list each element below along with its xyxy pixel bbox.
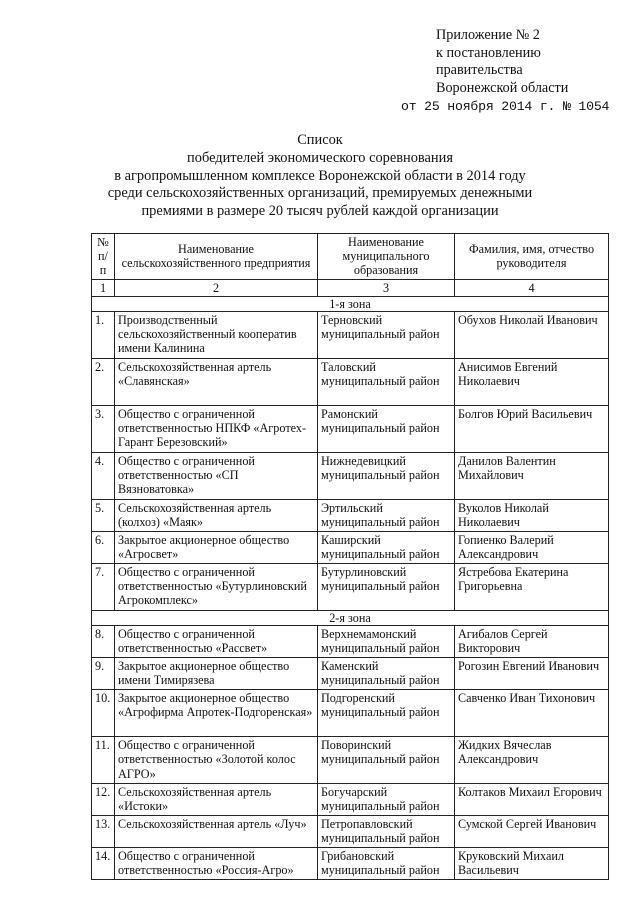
municipality-name: Нижнедевицкий муниципальный район (318, 453, 455, 500)
appendix-line: Воронежской области (436, 79, 569, 96)
director-name: Агибалов Сергей Викторович (455, 626, 609, 658)
municipality-name: Каширский муниципальный район (318, 532, 455, 564)
winners-table (91, 233, 609, 880)
table-row (92, 626, 609, 658)
organization-name: Сельскохозяйственная артель (колхоз) «Маяк» (115, 500, 318, 532)
table-body (92, 296, 609, 879)
header-director: Фамилия, имя, отчество руководителя (455, 234, 609, 280)
municipality-name: Подгоренский муниципальный район (318, 690, 455, 737)
row-number: 10. (92, 690, 115, 737)
director-name: Обухов Николай Иванович (455, 312, 609, 359)
organization-name: Сельскохозяйственная артель «Луч» (115, 816, 318, 848)
row-number: 9. (92, 658, 115, 690)
table-row (92, 500, 609, 532)
organization-name: Закрытое акционерное общество имени Тимирязева (115, 658, 318, 690)
organization-name: Общество с ограниченной ответственностью «СП Вязноватовка» (115, 453, 318, 500)
organization-name: Закрытое акционерное общество «Агрофирма Апротек-Подгоренская» (115, 690, 318, 737)
organization-name: Общество с ограниченной ответственностью НПКФ «Агротех-Гарант Березовский» (115, 406, 318, 453)
appendix-line: к постановлению (436, 44, 541, 61)
header-organization: Наименование сельскохозяйственного предприятия (115, 234, 318, 280)
column-index: 2 (115, 279, 318, 296)
row-number: 4. (92, 453, 115, 500)
organization-name: Общество с ограниченной ответственностью «Бутурлиновский Агрокомплекс» (115, 564, 318, 611)
director-name: Колтаков Михаил Егорович (455, 784, 609, 816)
row-number: 7. (92, 564, 115, 611)
table-row (92, 737, 609, 784)
row-number: 12. (92, 784, 115, 816)
column-index: 3 (318, 279, 455, 296)
organization-name: Общество с ограниченной ответственностью «Рассвет» (115, 626, 318, 658)
zone-row (92, 296, 609, 311)
row-number: 2. (92, 359, 115, 406)
table-row (92, 532, 609, 564)
municipality-name: Терновский муниципальный район (318, 312, 455, 359)
director-name: Савченко Иван Тихонович (455, 690, 609, 737)
column-index: 1 (92, 279, 115, 296)
row-number: 5. (92, 500, 115, 532)
municipality-name: Эртильский муниципальный район (318, 500, 455, 532)
row-number: 8. (92, 626, 115, 658)
column-index: 4 (455, 279, 609, 296)
municipality-name: Бутурлиновский муниципальный район (318, 564, 455, 611)
zone-label: 2-я зона (92, 611, 609, 626)
organization-name: Закрытое акционерное общество «Агросвет» (115, 532, 318, 564)
organization-name: Производственный сельскохозяйственный кооператив имени Калинина (115, 312, 318, 359)
row-number: 6. (92, 532, 115, 564)
row-number: 11. (92, 737, 115, 784)
municipality-name: Рамонский муниципальный район (318, 406, 455, 453)
table-row (92, 564, 609, 611)
director-name: Жидких Вячеслав Александрович (455, 737, 609, 784)
header-municipality: Наименование муниципального образования (318, 234, 455, 280)
organization-name: Общество с ограниченной ответственностью «Золотой колос АГРО» (115, 737, 318, 784)
municipality-name: Таловский муниципальный район (318, 359, 455, 406)
director-name: Ястребова Екатерина Григорьевна (455, 564, 609, 611)
table-row (92, 784, 609, 816)
organization-name: Сельскохозяйственная артель «Истоки» (115, 784, 318, 816)
row-number: 14. (92, 848, 115, 880)
director-name: Данилов Валентин Михайлович (455, 453, 609, 500)
title-line: победителей экономического соревнования (187, 149, 453, 166)
appendix-line: правительства (436, 62, 523, 79)
header-number: № п/п (92, 234, 115, 280)
document-title (60, 132, 580, 221)
municipality-name: Каменский муниципальный район (318, 658, 455, 690)
municipality-name: Богучарский муниципальный район (318, 784, 455, 816)
appendix-block (436, 27, 568, 97)
table-row (92, 658, 609, 690)
director-name: Круковский Михаил Васильевич (455, 848, 609, 880)
municipality-name: Грибановский муниципальный район (318, 848, 455, 880)
director-name: Гопиенко Валерий Александрович (455, 532, 609, 564)
row-number: 1. (92, 312, 115, 359)
municipality-name: Петропавловский муниципальный район (318, 816, 455, 848)
municipality-name: Поворинский муниципальный район (318, 737, 455, 784)
zone-row (92, 611, 609, 626)
table-row (92, 690, 609, 737)
municipality-name: Верхнемамонский муниципальный район (318, 626, 455, 658)
title-line: в агропромышленном комплексе Воронежской области в 2014 году (114, 167, 526, 184)
title-line: премиями в размере 20 тысяч рублей каждой организации (141, 203, 499, 220)
appendix-line: Приложение № 2 (436, 27, 540, 43)
decree-reference: от 25 ноября 2014 г. № 1054 (401, 99, 610, 114)
title-line: среди сельскохозяйственных организаций, премируемых денежными (107, 185, 533, 202)
organization-name: Общество с ограниченной ответственностью «Россия-Агро» (115, 848, 318, 880)
director-name: Сумской Сергей Иванович (455, 816, 609, 848)
zone-label: 1-я зона (92, 296, 609, 311)
table-row (92, 406, 609, 453)
director-name: Болгов Юрий Васильевич (455, 406, 609, 453)
director-name: Рогозин Евгений Иванович (455, 658, 609, 690)
title-line: Список (297, 132, 343, 148)
row-number: 13. (92, 816, 115, 848)
table-row (92, 359, 609, 406)
table-row (92, 312, 609, 359)
organization-name: Сельскохозяйственная артель «Славянская» (115, 359, 318, 406)
table-row (92, 453, 609, 500)
row-number: 3. (92, 406, 115, 453)
director-name: Анисимов Евгений Николаевич (455, 359, 609, 406)
table-row (92, 848, 609, 880)
director-name: Вуколов Николай Николаевич (455, 500, 609, 532)
table-row (92, 816, 609, 848)
